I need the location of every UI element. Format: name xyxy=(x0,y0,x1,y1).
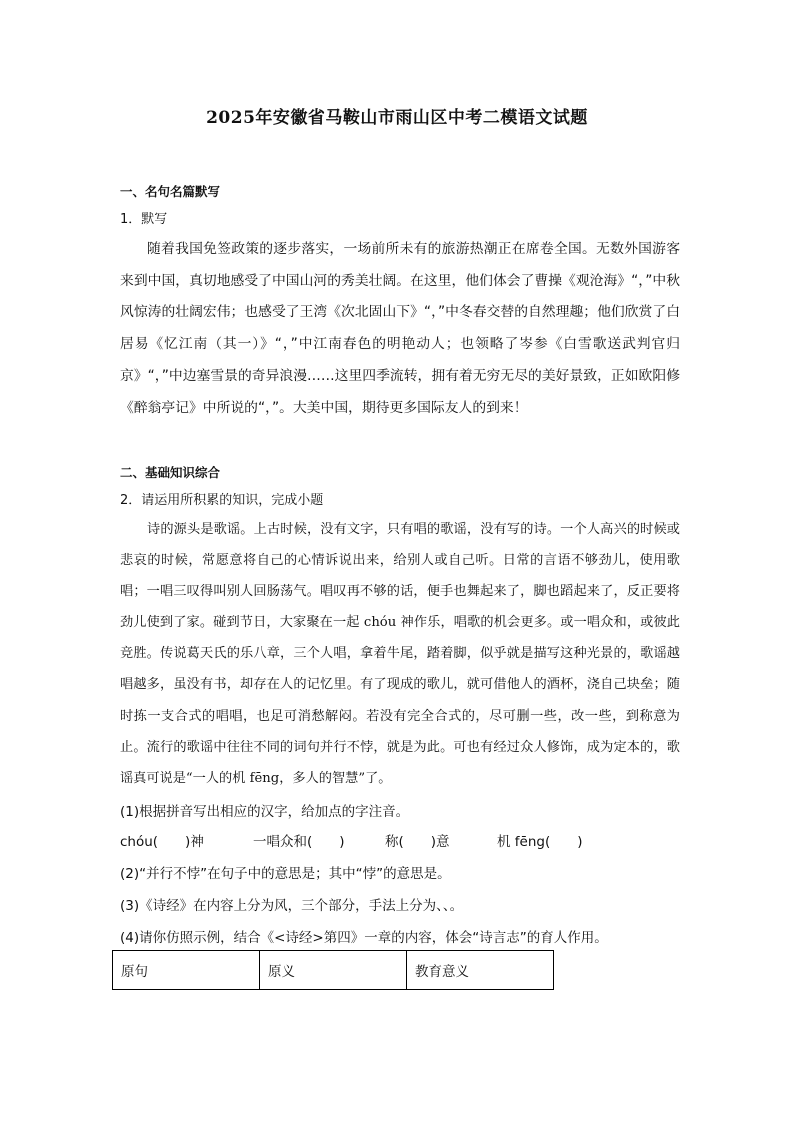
pinyin-item: 称( )意 xyxy=(385,834,450,850)
table-header-cell: 教育意义 xyxy=(407,951,554,990)
pinyin-item: chóu( )神 xyxy=(120,834,204,850)
section-heading-1: 一、名句名篇默写 xyxy=(120,184,221,199)
section-heading-2: 二、基础知识综合 xyxy=(120,465,221,480)
page-title: 2025年安徽省马鞍山市雨山区中考二模语文试题 xyxy=(206,108,588,128)
question-1-paragraph: 随着我国免签政策的逐步落实，一场前所未有的旅游热潮正在席卷全国。无数外国游客来到中国，真切地感受了中国山河的秀美壮阔。在这里，他们体会了曹操《观沧海》“，”中秋风惊涛的壮阔宏伟；也感受了王湾《次北固山下》“，”中冬春交替的自然理趣；他们欣赏了白居易《忆江南（其一）》“，”中江南春色的明艳动人；也领略了岑参《白雪歌送武判官归京》“，”中边塞雪景的奇异浪漫……这里四季流转，拥有着无穷无尽的美好景致，正如欧阳修《醉翁亭记》中所说的“，”。大美中国，期待更多国际友人的到来！ xyxy=(120,241,680,416)
sub-question-2: (2)“并行不悖”在句子中的意思是；其中“悖”的意思是。 xyxy=(120,866,451,882)
question-2-passage: 诗的源头是歌谣。上古时候，没有文字，只有唱的歌谣，没有写的诗。一个人高兴的时候或悲哀的时候，常愿意将自己的心情诉说出来，给别人或自己听。日常的言语不够劲儿，使用歌唱；一唱三叹得叫别人回肠荡气。唱叹再不够的话，便手也舞起来了，脚也蹈起来了，反正要将劲儿使到了家。碰到节日，大家聚在一起 chóu 神作乐，唱歌的机会更多。或一唱众和，或彼此竞胜。传说葛天氏的乐八章，三个人唱，拿着牛尾，踏着脚，似乎就是描写这种光景的，歌谣越唱越多，虽没有书，却存在人的记忆里。有了现成的歌儿，就可借他人的酒杯，浇自己块垒；随时拣一支合式的唱唱，也足可消愁解闷。若没有完全合式的，尽可删一些，改一些，到称意为止。流行的歌谣中往往不同的词句并行不悖，就是为此。可也有经过众人修饰，成为定本的，歌谣真可说是“一人的机 fēng，多人的智慧”了。 xyxy=(120,522,680,786)
question-2-label: 2．请运用所积累的知识，完成小题 xyxy=(120,493,324,508)
question-1-label: 1．默写 xyxy=(120,212,168,227)
answer-table xyxy=(112,950,554,990)
pinyin-item: 一唱众和( ) xyxy=(253,834,345,850)
sub-question-3: (3)《诗经》在内容上分为风，三个部分，手法上分为、、。 xyxy=(120,898,464,914)
sub-question-1: (1)根据拼音写出相应的汉字，给加点的字注音。 xyxy=(120,804,410,820)
table-header-cell: 原义 xyxy=(260,951,407,990)
pinyin-item: 机 fēng( ) xyxy=(497,834,583,850)
table-header-cell: 原句 xyxy=(113,951,260,990)
sub-question-4: (4)请你仿照示例，结合《<诗经>第四》一章的内容，体会“诗言志”的育人作用。 xyxy=(120,930,608,946)
table-header-row xyxy=(113,951,554,990)
